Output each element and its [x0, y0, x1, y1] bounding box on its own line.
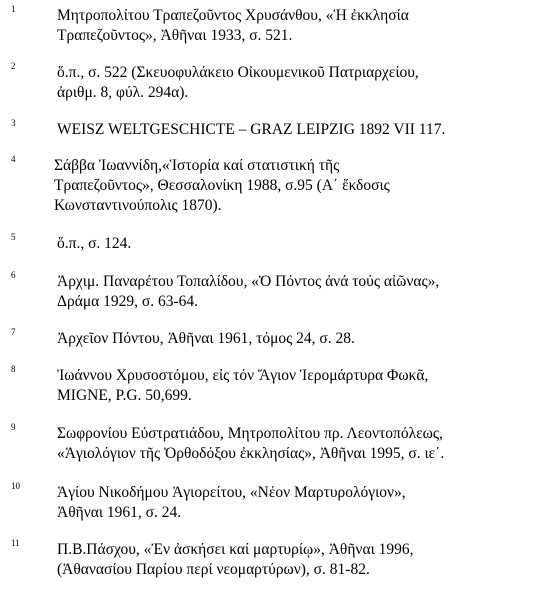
- footnote-line: ὅ.π., σ. 522 (Σκευοφυλάκειο Οἰκουμενικοῦ Πατριαρχείου,: [57, 64, 419, 81]
- footnote-line: Ἀρχιμ. Παναρέτου Τοπαλίδου, «Ὁ Πόντος ἀνά τούς αἰῶνας»,: [57, 273, 440, 290]
- footnote-line: ὅ.π., σ. 124.: [57, 235, 132, 252]
- footnote-text: [57, 272, 552, 312]
- footnote-line: Ἀθῆναι 1961, σ. 24.: [57, 504, 182, 521]
- footnote-number: 6: [11, 270, 16, 280]
- footnote-number: 3: [11, 118, 16, 128]
- footnote-line: (Ἀθανασίου Παρίου περί νεομαρτύρων), σ. 81-82.: [57, 561, 370, 578]
- footnote-line: Μητροπολίτου Τραπεζοῦντος Χρυσάνθου, «Ἡ ἐκκλησία: [57, 7, 409, 24]
- footnote-line: Ἁγίου Νικοδήμου Ἁγιορείτου, «Νέον Μαρτυρολόγιον»,: [57, 484, 406, 501]
- footnote-text: [57, 234, 552, 254]
- footnote-line: MIGNE, P.G. 50,699.: [57, 387, 192, 404]
- footnote-number: 11: [11, 538, 20, 548]
- footnote-text: [57, 366, 552, 406]
- footnote-text: [57, 424, 552, 464]
- footnote-number: 10: [11, 481, 20, 491]
- footnote-number: 1: [11, 4, 16, 14]
- footnote-line: Ἰωάννου Χρυσοστόμου, εἰς τόν Ἅγιον Ἱερομάρτυρα Φωκᾶ,: [57, 367, 429, 384]
- footnote-text: [54, 156, 549, 216]
- footnote-line: Δράμα 1929, σ. 63-64.: [57, 293, 199, 310]
- footnote-line: «Ἁγιολόγιον τῆς Ὀρθοδόξου ἐκκλησίας», Ἀθῆναι 1995, σ. ιε΄.: [57, 445, 445, 462]
- footnote-line: Σάββα Ἰωαννίδη,«Ἱστορία καί στατιστική τῆς: [54, 157, 340, 174]
- footnote-text: [57, 329, 552, 349]
- footnote-text: [57, 63, 552, 103]
- footnote-line: Κωνσταντινούπολις 1870).: [54, 197, 222, 214]
- footnote-line: Ἀρχεῖον Πόντου, Ἀθῆναι 1961, τόμος 24, σ. 28.: [57, 330, 355, 347]
- footnote-number: 2: [11, 61, 16, 71]
- footnote-number: 4: [11, 154, 16, 164]
- footnote-text: [57, 120, 552, 140]
- footnote-text: [57, 6, 552, 46]
- footnote-line: Π.Β.Πάσχου, «Ἐν ἀσκήσει καί μαρτυρίῳ», Ἀθῆναι 1996,: [57, 541, 414, 558]
- footnote-line: WEISZ WELTGESCHICTE – GRAZ LEIPZIG 1892 VII 117.: [57, 121, 446, 138]
- footnote-number: 8: [11, 364, 16, 374]
- footnote-text: [57, 483, 552, 523]
- footnote-line: Τραπεζοῦντος», Ἀθῆναι 1933, σ. 521.: [57, 27, 293, 44]
- footnote-text: [57, 540, 552, 580]
- footnote-line: ἀριθμ. 8, φύλ. 294α).: [57, 84, 189, 101]
- footnote-line: Τραπεζοῦντος», Θεσσαλονίκη 1988, σ.95 (Α΄ ἔκδοσις: [54, 177, 390, 194]
- footnote-number: 5: [11, 232, 16, 242]
- footnote-number: 9: [11, 422, 16, 432]
- footnote-number: 7: [11, 327, 16, 337]
- footnote-line: Σωφρονίου Εὐστρατιάδου, Μητροπολίτου πρ. Λεοντοπόλεως,: [57, 425, 443, 442]
